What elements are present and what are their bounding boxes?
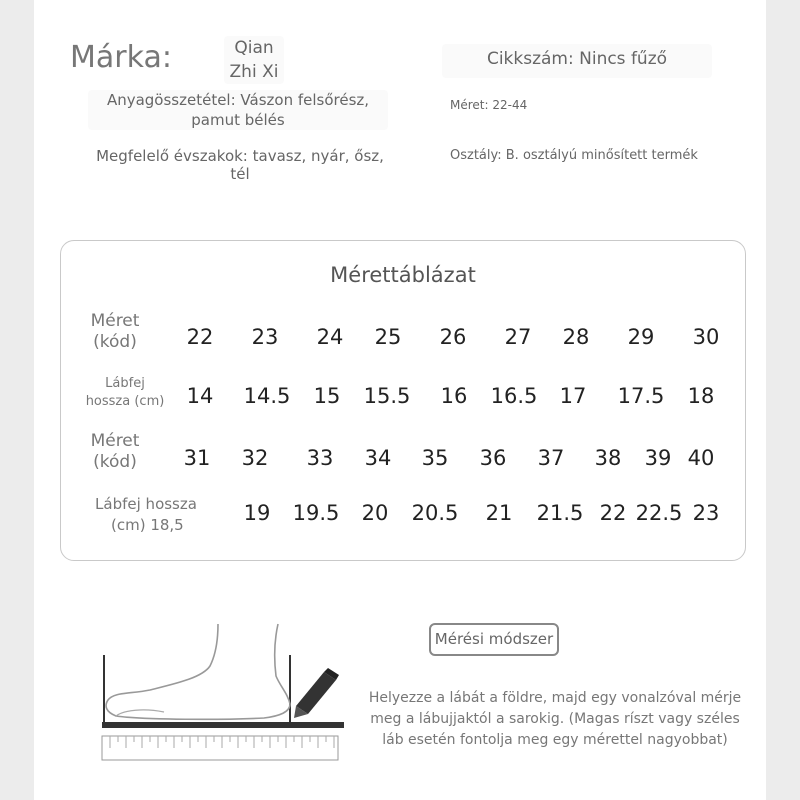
measurement-method-button[interactable]: Mérési módszer: [429, 623, 559, 656]
foot-sole-line: [116, 710, 164, 716]
table-cell: 23: [251, 325, 279, 349]
table-cell: 15: [313, 384, 341, 408]
table-cell: 22.5: [635, 501, 683, 525]
table-cell: 23: [692, 501, 720, 525]
material-line-2: pamut bélés: [191, 111, 285, 129]
row-label-line: hossza (cm): [85, 394, 165, 409]
table-cell: 16.5: [490, 384, 538, 408]
brand-label: Márka:: [70, 40, 172, 75]
table-cell: 22: [186, 325, 214, 349]
seasons-label: Megfelelő évszakok: tavasz, nyár, ősz, tél: [96, 147, 384, 183]
table-cell: 29: [627, 325, 655, 349]
table-cell: 17.5: [617, 384, 665, 408]
table-cell: 32: [241, 446, 269, 470]
material-line-1: Anyagösszetétel: Vászon felsőrész,: [106, 91, 370, 109]
row-label-size-code: [67, 311, 163, 353]
table-cell: 30: [692, 325, 720, 349]
brand-value-line-2: Zhi Xi: [229, 62, 279, 82]
table-cell: 34: [364, 446, 392, 470]
table-cell: 35: [421, 446, 449, 470]
brand-value: [224, 36, 284, 84]
instruction-line-3: láb esetén fontolja meg egy mérettel nagyobbat): [382, 732, 728, 748]
table-cell: 38: [594, 446, 622, 470]
row-label-line: Méret: [90, 431, 140, 451]
row-label-foot-length: [77, 375, 173, 411]
table-cell: 26: [439, 325, 467, 349]
row-label-line: (cm) 18,5: [111, 516, 184, 534]
table-cell: 19: [243, 501, 271, 525]
table-cell: 20.5: [411, 501, 459, 525]
size-chart-title: Mérettáblázat: [330, 263, 476, 287]
measurement-instructions: [350, 688, 760, 751]
instruction-line-1: Helyezze a lábát a földre, majd egy vonalzóval mérje: [368, 690, 742, 706]
table-cell: 21: [485, 501, 513, 525]
table-cell: 31: [183, 446, 211, 470]
pencil-icon: [294, 668, 339, 718]
ruler-icon: [102, 736, 338, 760]
table-cell: 33: [306, 446, 334, 470]
class-label: Osztály: B. osztályú minősített termék: [450, 148, 698, 163]
row-label-line: (kód): [93, 452, 137, 472]
table-cell: 19.5: [292, 501, 340, 525]
table-cell: 14.5: [243, 384, 291, 408]
row-label-line: (kód): [93, 332, 137, 352]
row-label-size-code: [67, 431, 163, 473]
brand-value-line-1: Qian: [234, 38, 274, 58]
table-cell: 21.5: [536, 501, 584, 525]
table-cell: 20: [361, 501, 389, 525]
table-cell: 40: [687, 446, 715, 470]
table-cell: 37: [537, 446, 565, 470]
table-cell: 36: [479, 446, 507, 470]
instruction-line-2: meg a lábujjaktól a sarokig. (Magas ríszt vagy széles: [370, 711, 740, 727]
table-cell: 24: [316, 325, 344, 349]
table-cell: 28: [562, 325, 590, 349]
table-cell: 39: [644, 446, 672, 470]
table-cell: 15.5: [363, 384, 411, 408]
table-cell: 22: [599, 501, 627, 525]
size-chart-card: [60, 240, 746, 561]
page: [34, 0, 766, 800]
table-cell: 27: [504, 325, 532, 349]
row-label-line: Méret: [90, 311, 140, 331]
floor-line: [102, 722, 344, 728]
sku-label: Cikkszám: Nincs fűző: [442, 44, 712, 78]
row-label-line: Lábfej hossza: [95, 495, 197, 513]
table-cell: 16: [440, 384, 468, 408]
table-cell: 14: [186, 384, 214, 408]
foot-measure-illustration: [94, 620, 344, 770]
row-label-line: Lábfej: [105, 376, 145, 391]
table-cell: 25: [374, 325, 402, 349]
table-cell: 18: [687, 384, 715, 408]
foot-outline: [106, 624, 290, 719]
size-range-label: Méret: 22-44: [450, 98, 528, 112]
row-label-foot-length: [81, 494, 211, 536]
table-cell: 17: [559, 384, 587, 408]
material-label: [88, 90, 388, 130]
